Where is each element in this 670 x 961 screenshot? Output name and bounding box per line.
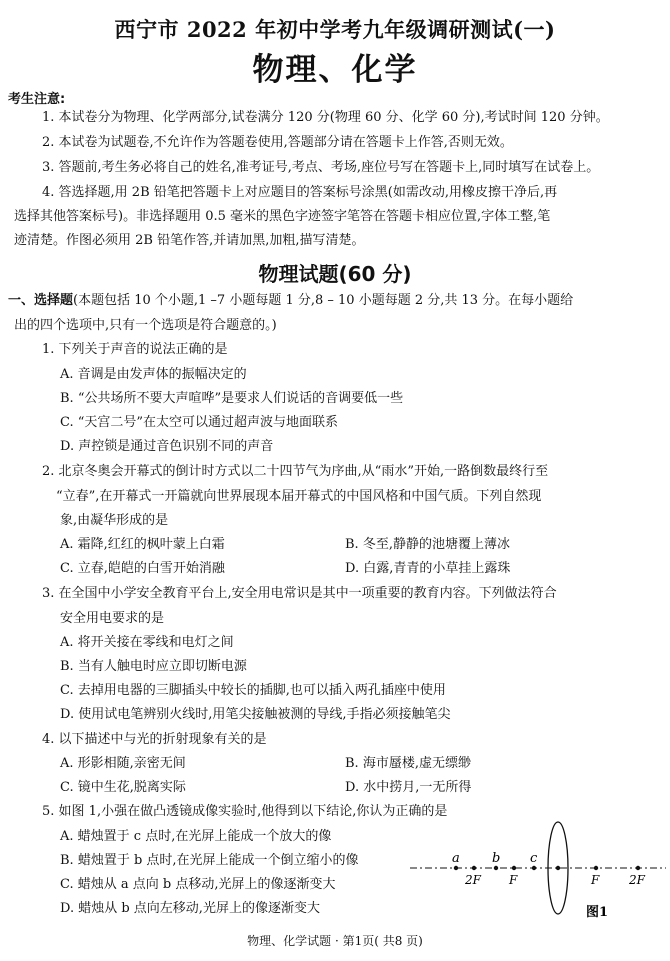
section-intro-line-2: 出的四个选项中,只有一个选项是符合题意的。) <box>14 318 277 333</box>
q4-option-a: A. 形影相随,亲密无间 <box>60 756 186 771</box>
label-2f-left: 2F <box>465 873 481 887</box>
label-f-right: F <box>591 873 600 887</box>
q5-option-b: B. 蜡烛置于 b 点时,在光屏上能成一个倒立缩小的像 <box>60 853 359 868</box>
point-b-dot <box>494 866 498 870</box>
page-footer: 物理、化学试题 · 第1页( 共8 页) <box>247 934 423 948</box>
q3-option-b: B. 当有人触电时应立即切断电源 <box>60 659 247 674</box>
q4-option-d: D. 水中捞月,一无所得 <box>345 780 472 795</box>
label-2f-right: 2F <box>629 873 645 887</box>
point-c-dot <box>532 866 536 870</box>
q1-option-b: B. “公共场所不要大声喧哗”是要求人们说话的音调要低一些 <box>60 391 404 406</box>
q1-option-a: A. 音调是由发声体的振幅决定的 <box>60 367 247 382</box>
point-f-left-dot <box>512 866 516 870</box>
section-title: 物理试题(60 分) <box>258 262 412 286</box>
label-b: b <box>492 851 501 866</box>
q2-option-d: D. 白露,青青的小草挂上露珠 <box>345 561 511 576</box>
label-f-left: F <box>509 873 518 887</box>
q5-option-a: A. 蜡烛置于 c 点时,在光屏上能成一个放大的像 <box>60 829 332 844</box>
q1-option-c: C. “天宫二号”在太空可以通过超声波与地面联系 <box>60 415 339 430</box>
point-2f-right-dot <box>636 866 640 870</box>
q3-option-c: C. 去掉用电器的三脚插头中较长的插脚,也可以插入两孔插座中使用 <box>60 683 446 698</box>
q3-option-a: A. 将开关接在零线和电灯之间 <box>60 635 234 650</box>
notice-item-4-line-1: 4. 答选择题,用 2B 铅笔把答题卡上对应题目的答案标号涂黑(如需改动,用橡皮擦干净后,再 <box>42 185 558 200</box>
notice-item-4-line-3: 迹清楚。作图必须用 2B 铅笔作答,并请加黑,加粗,描写清楚。 <box>14 233 365 248</box>
section-intro-line-1 <box>8 293 573 309</box>
q2-stem-line-1: 2. 北京冬奥会开幕式的倒计时方式以二十四节气为序曲,从“雨水”开始,一路倒数最终行至 <box>42 464 549 479</box>
label-c: c <box>530 851 538 866</box>
q2-option-a: A. 霜降,红红的枫叶蒙上白霜 <box>60 537 225 552</box>
exam-title: 西宁市 2022 年初中学考九年级调研测试(一) <box>114 17 556 42</box>
q2-stem-line-3: 象,由凝华形成的是 <box>60 513 169 528</box>
exam-subject: 物理、化学 <box>252 52 418 88</box>
point-a-dot <box>454 866 458 870</box>
notice-item-1: 1. 本试卷分为物理、化学两部分,试卷满分 120 分(物理 60 分、化学 60 分),考试时间 120 分钟。 <box>42 110 609 125</box>
point-2f-left-dot <box>472 866 476 870</box>
section-intro-text: (本题包括 10 个小题,1 –7 小题每题 1 分,8 – 10 小题每题 2 分,共 13 分。在每小题给 <box>73 293 574 308</box>
q1-option-d: D. 声控锁是通过音色识别不同的声音 <box>60 439 274 454</box>
notice-item-2: 2. 本试卷为试题卷,不允许作为答题卷使用,答题部分请在答题卡上作答,否则无效。 <box>42 135 513 150</box>
notice-item-3: 3. 答题前,考生务必将自己的姓名,准考证号,考点、考场,座位号写在答题卡上,同时填写在试卷上。 <box>42 160 600 175</box>
q3-option-d: D. 使用试电笔辨别火线时,用笔尖接触被测的导线,手指必须接触笔尖 <box>60 707 451 722</box>
q4-stem: 4. 以下描述中与光的折射现象有关的是 <box>42 732 267 747</box>
q1-stem: 1. 下列关于声音的说法正确的是 <box>42 342 228 357</box>
q2-option-c: C. 立春,皑皑的白雪开始消融 <box>60 561 225 576</box>
label-a: a <box>452 851 460 866</box>
lens-center-dot <box>556 866 560 870</box>
section-intro-label: 一、选择题 <box>8 293 74 308</box>
q5-stem: 5. 如图 1,小强在做凸透镜成像实验时,他得到以下结论,你认为正确的是 <box>42 804 448 819</box>
figure-1-caption: 图1 <box>586 905 609 920</box>
q5-option-c: C. 蜡烛从 a 点向 b 点移动,光屏上的像逐渐变大 <box>60 877 336 892</box>
point-f-right-dot <box>594 866 598 870</box>
q5-option-d: D. 蜡烛从 b 点向左移动,光屏上的像逐渐变大 <box>60 901 320 916</box>
q3-stem-line-2: 安全用电要求的是 <box>60 611 165 626</box>
q2-option-b: B. 冬至,静静的池塘覆上薄冰 <box>345 537 510 552</box>
q2-stem-line-2: “立春”,在开幕式一开篇就向世界展现本届开幕式的中国风格和中国气质。下列自然现 <box>56 489 542 504</box>
q4-option-c: C. 镜中生花,脱离实际 <box>60 780 186 795</box>
q4-option-b: B. 海市蜃楼,虚无缥缈 <box>345 756 471 771</box>
figure-1-lens-diagram <box>410 820 668 928</box>
notice-item-4-line-2: 选择其他答案标号)。非选择题用 0.5 毫米的黑色字迹签字笔答在答题卡相应位置,字体工整,笔 <box>14 209 551 224</box>
q3-stem-line-1: 3. 在全国中小学安全教育平台上,安全用电常识是其中一项重要的教育内容。下列做法符合 <box>42 586 557 601</box>
notice-heading: 考生注意: <box>8 92 66 107</box>
